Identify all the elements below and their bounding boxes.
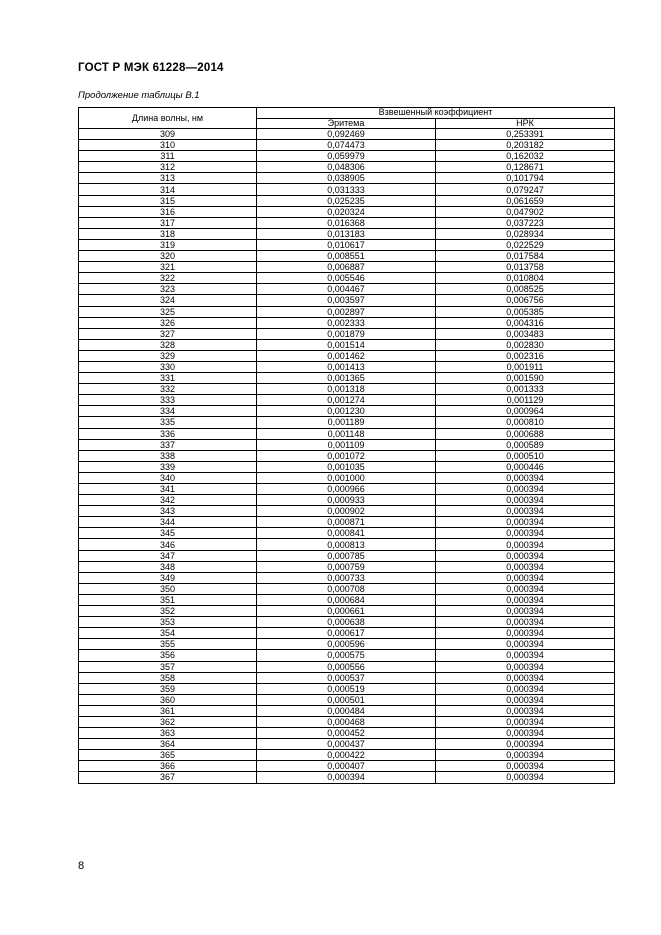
cell-wavelength: 354 (79, 628, 257, 639)
table-row (79, 339, 615, 350)
cell-erythema: 0,004467 (257, 284, 436, 295)
table-row (79, 217, 615, 228)
cell-wavelength: 319 (79, 239, 257, 250)
cell-npk: 0,000688 (436, 428, 615, 439)
cell-erythema: 0,000841 (257, 528, 436, 539)
cell-erythema: 0,005546 (257, 273, 436, 284)
table-row (79, 583, 615, 594)
table-row (79, 417, 615, 428)
table-row (79, 539, 615, 550)
table-row (79, 140, 615, 151)
cell-wavelength: 348 (79, 561, 257, 572)
table-row (79, 251, 615, 262)
cell-erythema: 0,074473 (257, 140, 436, 151)
cell-erythema: 0,006887 (257, 262, 436, 273)
table-row (79, 739, 615, 750)
cell-erythema: 0,000933 (257, 495, 436, 506)
table-row (79, 672, 615, 683)
cell-wavelength: 355 (79, 639, 257, 650)
cell-erythema: 0,000661 (257, 606, 436, 617)
cell-erythema: 0,092469 (257, 129, 436, 140)
cell-wavelength: 314 (79, 184, 257, 195)
table-row (79, 284, 615, 295)
table-row (79, 705, 615, 716)
cell-npk: 0,006756 (436, 295, 615, 306)
cell-wavelength: 360 (79, 694, 257, 705)
table-row (79, 184, 615, 195)
cell-npk: 0,000394 (436, 617, 615, 628)
cell-wavelength: 318 (79, 228, 257, 239)
table-row (79, 361, 615, 372)
cell-wavelength: 339 (79, 461, 257, 472)
cell-wavelength: 346 (79, 539, 257, 550)
cell-npk: 0,000394 (436, 539, 615, 550)
cell-erythema: 0,000407 (257, 761, 436, 772)
cell-wavelength: 340 (79, 472, 257, 483)
cell-wavelength: 327 (79, 328, 257, 339)
cell-wavelength: 321 (79, 262, 257, 273)
cell-npk: 0,000394 (436, 672, 615, 683)
table-row (79, 317, 615, 328)
cell-erythema: 0,000501 (257, 694, 436, 705)
cell-wavelength: 309 (79, 129, 257, 140)
cell-wavelength: 330 (79, 361, 257, 372)
cell-npk: 0,000394 (436, 561, 615, 572)
table-row (79, 406, 615, 417)
cell-npk: 0,128671 (436, 162, 615, 173)
cell-erythema: 0,000785 (257, 550, 436, 561)
cell-npk: 0,000394 (436, 550, 615, 561)
cell-wavelength: 349 (79, 572, 257, 583)
cell-npk: 0,000394 (436, 661, 615, 672)
cell-wavelength: 312 (79, 162, 257, 173)
cell-wavelength: 351 (79, 594, 257, 605)
table-row (79, 495, 615, 506)
cell-npk: 0,001911 (436, 361, 615, 372)
cell-npk: 0,008525 (436, 284, 615, 295)
cell-wavelength: 311 (79, 151, 257, 162)
cell-erythema: 0,000966 (257, 484, 436, 495)
cell-wavelength: 315 (79, 195, 257, 206)
cell-npk: 0,203182 (436, 140, 615, 151)
cell-erythema: 0,000902 (257, 506, 436, 517)
cell-wavelength: 338 (79, 450, 257, 461)
table-row (79, 617, 615, 628)
cell-npk: 0,013758 (436, 262, 615, 273)
table-row (79, 484, 615, 495)
cell-erythema: 0,000452 (257, 728, 436, 739)
cell-npk: 0,047902 (436, 206, 615, 217)
cell-erythema: 0,000468 (257, 716, 436, 727)
table-row (79, 350, 615, 361)
table-row (79, 628, 615, 639)
table-row (79, 606, 615, 617)
cell-erythema: 0,000519 (257, 683, 436, 694)
cell-npk: 0,000394 (436, 750, 615, 761)
cell-wavelength: 324 (79, 295, 257, 306)
cell-npk: 0,001129 (436, 395, 615, 406)
cell-npk: 0,000394 (436, 528, 615, 539)
table-row (79, 517, 615, 528)
cell-wavelength: 325 (79, 306, 257, 317)
cell-wavelength: 347 (79, 550, 257, 561)
cell-erythema: 0,001000 (257, 472, 436, 483)
table-row (79, 151, 615, 162)
table-row (79, 439, 615, 450)
cell-npk: 0,002316 (436, 350, 615, 361)
table-caption: Продолжение таблицы В.1 (78, 90, 200, 101)
cell-erythema: 0,000617 (257, 628, 436, 639)
cell-wavelength: 335 (79, 417, 257, 428)
cell-wavelength: 363 (79, 728, 257, 739)
cell-erythema: 0,010617 (257, 239, 436, 250)
cell-erythema: 0,001879 (257, 328, 436, 339)
cell-erythema: 0,048306 (257, 162, 436, 173)
cell-npk: 0,000394 (436, 517, 615, 528)
cell-erythema: 0,001274 (257, 395, 436, 406)
table-row (79, 561, 615, 572)
cell-wavelength: 334 (79, 406, 257, 417)
table-row (79, 162, 615, 173)
cell-erythema: 0,000684 (257, 594, 436, 605)
cell-npk: 0,028934 (436, 228, 615, 239)
table-row (79, 472, 615, 483)
cell-wavelength: 341 (79, 484, 257, 495)
cell-npk: 0,000394 (436, 484, 615, 495)
cell-wavelength: 332 (79, 384, 257, 395)
table-row (79, 428, 615, 439)
cell-npk: 0,000964 (436, 406, 615, 417)
cell-erythema: 0,001035 (257, 461, 436, 472)
cell-npk: 0,061659 (436, 195, 615, 206)
cell-wavelength: 343 (79, 506, 257, 517)
cell-erythema: 0,000813 (257, 539, 436, 550)
cell-npk: 0,000394 (436, 716, 615, 727)
cell-npk: 0,000510 (436, 450, 615, 461)
cell-npk: 0,162032 (436, 151, 615, 162)
table-row (79, 728, 615, 739)
table-row (79, 206, 615, 217)
cell-wavelength: 323 (79, 284, 257, 295)
cell-npk: 0,000394 (436, 639, 615, 650)
cell-erythema: 0,000537 (257, 672, 436, 683)
cell-wavelength: 361 (79, 705, 257, 716)
table-row (79, 750, 615, 761)
cell-wavelength: 344 (79, 517, 257, 528)
cell-npk: 0,000394 (436, 728, 615, 739)
cell-wavelength: 357 (79, 661, 257, 672)
cell-wavelength: 320 (79, 251, 257, 262)
cell-erythema: 0,000638 (257, 617, 436, 628)
header-erythema: Эритема (257, 118, 436, 129)
table-row (79, 239, 615, 250)
table-row (79, 173, 615, 184)
table-row (79, 384, 615, 395)
cell-erythema: 0,000437 (257, 739, 436, 750)
table-row (79, 683, 615, 694)
cell-erythema: 0,001230 (257, 406, 436, 417)
table-row (79, 306, 615, 317)
cell-npk: 0,004316 (436, 317, 615, 328)
cell-erythema: 0,001189 (257, 417, 436, 428)
cell-npk: 0,000394 (436, 761, 615, 772)
header-weighted-coefficient: Взвешенный коэффициент (257, 108, 615, 119)
cell-erythema: 0,000733 (257, 572, 436, 583)
cell-erythema: 0,031333 (257, 184, 436, 195)
cell-wavelength: 329 (79, 350, 257, 361)
cell-wavelength: 358 (79, 672, 257, 683)
table-row (79, 295, 615, 306)
cell-erythema: 0,016368 (257, 217, 436, 228)
cell-npk: 0,000394 (436, 606, 615, 617)
cell-npk: 0,022529 (436, 239, 615, 250)
table-row (79, 461, 615, 472)
cell-npk: 0,000810 (436, 417, 615, 428)
cell-erythema: 0,001514 (257, 339, 436, 350)
cell-npk: 0,079247 (436, 184, 615, 195)
cell-erythema: 0,000394 (257, 772, 436, 783)
cell-erythema: 0,020324 (257, 206, 436, 217)
table-row (79, 639, 615, 650)
table-row (79, 528, 615, 539)
cell-npk: 0,010804 (436, 273, 615, 284)
cell-npk: 0,000589 (436, 439, 615, 450)
cell-npk: 0,002830 (436, 339, 615, 350)
cell-erythema: 0,000708 (257, 583, 436, 594)
cell-wavelength: 333 (79, 395, 257, 406)
table-row (79, 761, 615, 772)
cell-npk: 0,000394 (436, 739, 615, 750)
cell-wavelength: 356 (79, 650, 257, 661)
cell-wavelength: 336 (79, 428, 257, 439)
cell-npk: 0,001333 (436, 384, 615, 395)
cell-npk: 0,000394 (436, 628, 615, 639)
cell-npk: 0,017584 (436, 251, 615, 262)
cell-npk: 0,000394 (436, 472, 615, 483)
cell-erythema: 0,000759 (257, 561, 436, 572)
cell-erythema: 0,038905 (257, 173, 436, 184)
cell-wavelength: 331 (79, 373, 257, 384)
table-row (79, 772, 615, 783)
table-row (79, 129, 615, 140)
cell-wavelength: 322 (79, 273, 257, 284)
cell-erythema: 0,001109 (257, 439, 436, 450)
cell-wavelength: 364 (79, 739, 257, 750)
cell-erythema: 0,001365 (257, 373, 436, 384)
table-row (79, 328, 615, 339)
cell-npk: 0,000394 (436, 650, 615, 661)
cell-wavelength: 365 (79, 750, 257, 761)
cell-wavelength: 310 (79, 140, 257, 151)
cell-wavelength: 359 (79, 683, 257, 694)
page-number: 8 (78, 860, 85, 872)
table-row (79, 273, 615, 284)
cell-wavelength: 352 (79, 606, 257, 617)
cell-wavelength: 367 (79, 772, 257, 783)
table-row (79, 594, 615, 605)
cell-npk: 0,253391 (436, 129, 615, 140)
cell-npk: 0,000446 (436, 461, 615, 472)
cell-erythema: 0,025235 (257, 195, 436, 206)
table-row (79, 228, 615, 239)
cell-wavelength: 342 (79, 495, 257, 506)
table-row (79, 572, 615, 583)
cell-npk: 0,000394 (436, 683, 615, 694)
table-row (79, 262, 615, 273)
cell-wavelength: 313 (79, 173, 257, 184)
cell-wavelength: 353 (79, 617, 257, 628)
cell-npk: 0,000394 (436, 772, 615, 783)
cell-npk: 0,000394 (436, 572, 615, 583)
cell-erythema: 0,059979 (257, 151, 436, 162)
cell-erythema: 0,000556 (257, 661, 436, 672)
table-row (79, 650, 615, 661)
table-row (79, 195, 615, 206)
table-row (79, 694, 615, 705)
table-row (79, 716, 615, 727)
table-row (79, 506, 615, 517)
cell-npk: 0,005385 (436, 306, 615, 317)
table-row (79, 550, 615, 561)
cell-erythema: 0,001413 (257, 361, 436, 372)
cell-npk: 0,000394 (436, 694, 615, 705)
cell-erythema: 0,002897 (257, 306, 436, 317)
cell-npk: 0,037223 (436, 217, 615, 228)
cell-wavelength: 328 (79, 339, 257, 350)
cell-npk: 0,000394 (436, 583, 615, 594)
table-body (79, 129, 615, 784)
cell-erythema: 0,000596 (257, 639, 436, 650)
weighting-coefficients-table (78, 107, 615, 784)
cell-erythema: 0,013183 (257, 228, 436, 239)
cell-wavelength: 366 (79, 761, 257, 772)
cell-erythema: 0,001148 (257, 428, 436, 439)
cell-npk: 0,000394 (436, 495, 615, 506)
cell-erythema: 0,000484 (257, 705, 436, 716)
cell-erythema: 0,008551 (257, 251, 436, 262)
cell-erythema: 0,000575 (257, 650, 436, 661)
table-row (79, 450, 615, 461)
cell-erythema: 0,000422 (257, 750, 436, 761)
cell-erythema: 0,002333 (257, 317, 436, 328)
cell-wavelength: 316 (79, 206, 257, 217)
cell-erythema: 0,001318 (257, 384, 436, 395)
cell-npk: 0,003483 (436, 328, 615, 339)
header-npk: НРК (436, 118, 615, 129)
cell-wavelength: 317 (79, 217, 257, 228)
cell-wavelength: 350 (79, 583, 257, 594)
table-row (79, 373, 615, 384)
cell-npk: 0,001590 (436, 373, 615, 384)
cell-npk: 0,000394 (436, 506, 615, 517)
header-wavelength: Длина волны, нм (79, 108, 257, 129)
cell-erythema: 0,001072 (257, 450, 436, 461)
cell-erythema: 0,000871 (257, 517, 436, 528)
cell-wavelength: 337 (79, 439, 257, 450)
cell-erythema: 0,003597 (257, 295, 436, 306)
cell-npk: 0,101794 (436, 173, 615, 184)
cell-wavelength: 326 (79, 317, 257, 328)
cell-npk: 0,000394 (436, 705, 615, 716)
cell-wavelength: 362 (79, 716, 257, 727)
cell-wavelength: 345 (79, 528, 257, 539)
cell-erythema: 0,001462 (257, 350, 436, 361)
cell-npk: 0,000394 (436, 594, 615, 605)
table-row (79, 395, 615, 406)
table-row (79, 661, 615, 672)
document-header: ГОСТ Р МЭК 61228—2014 (78, 62, 224, 74)
